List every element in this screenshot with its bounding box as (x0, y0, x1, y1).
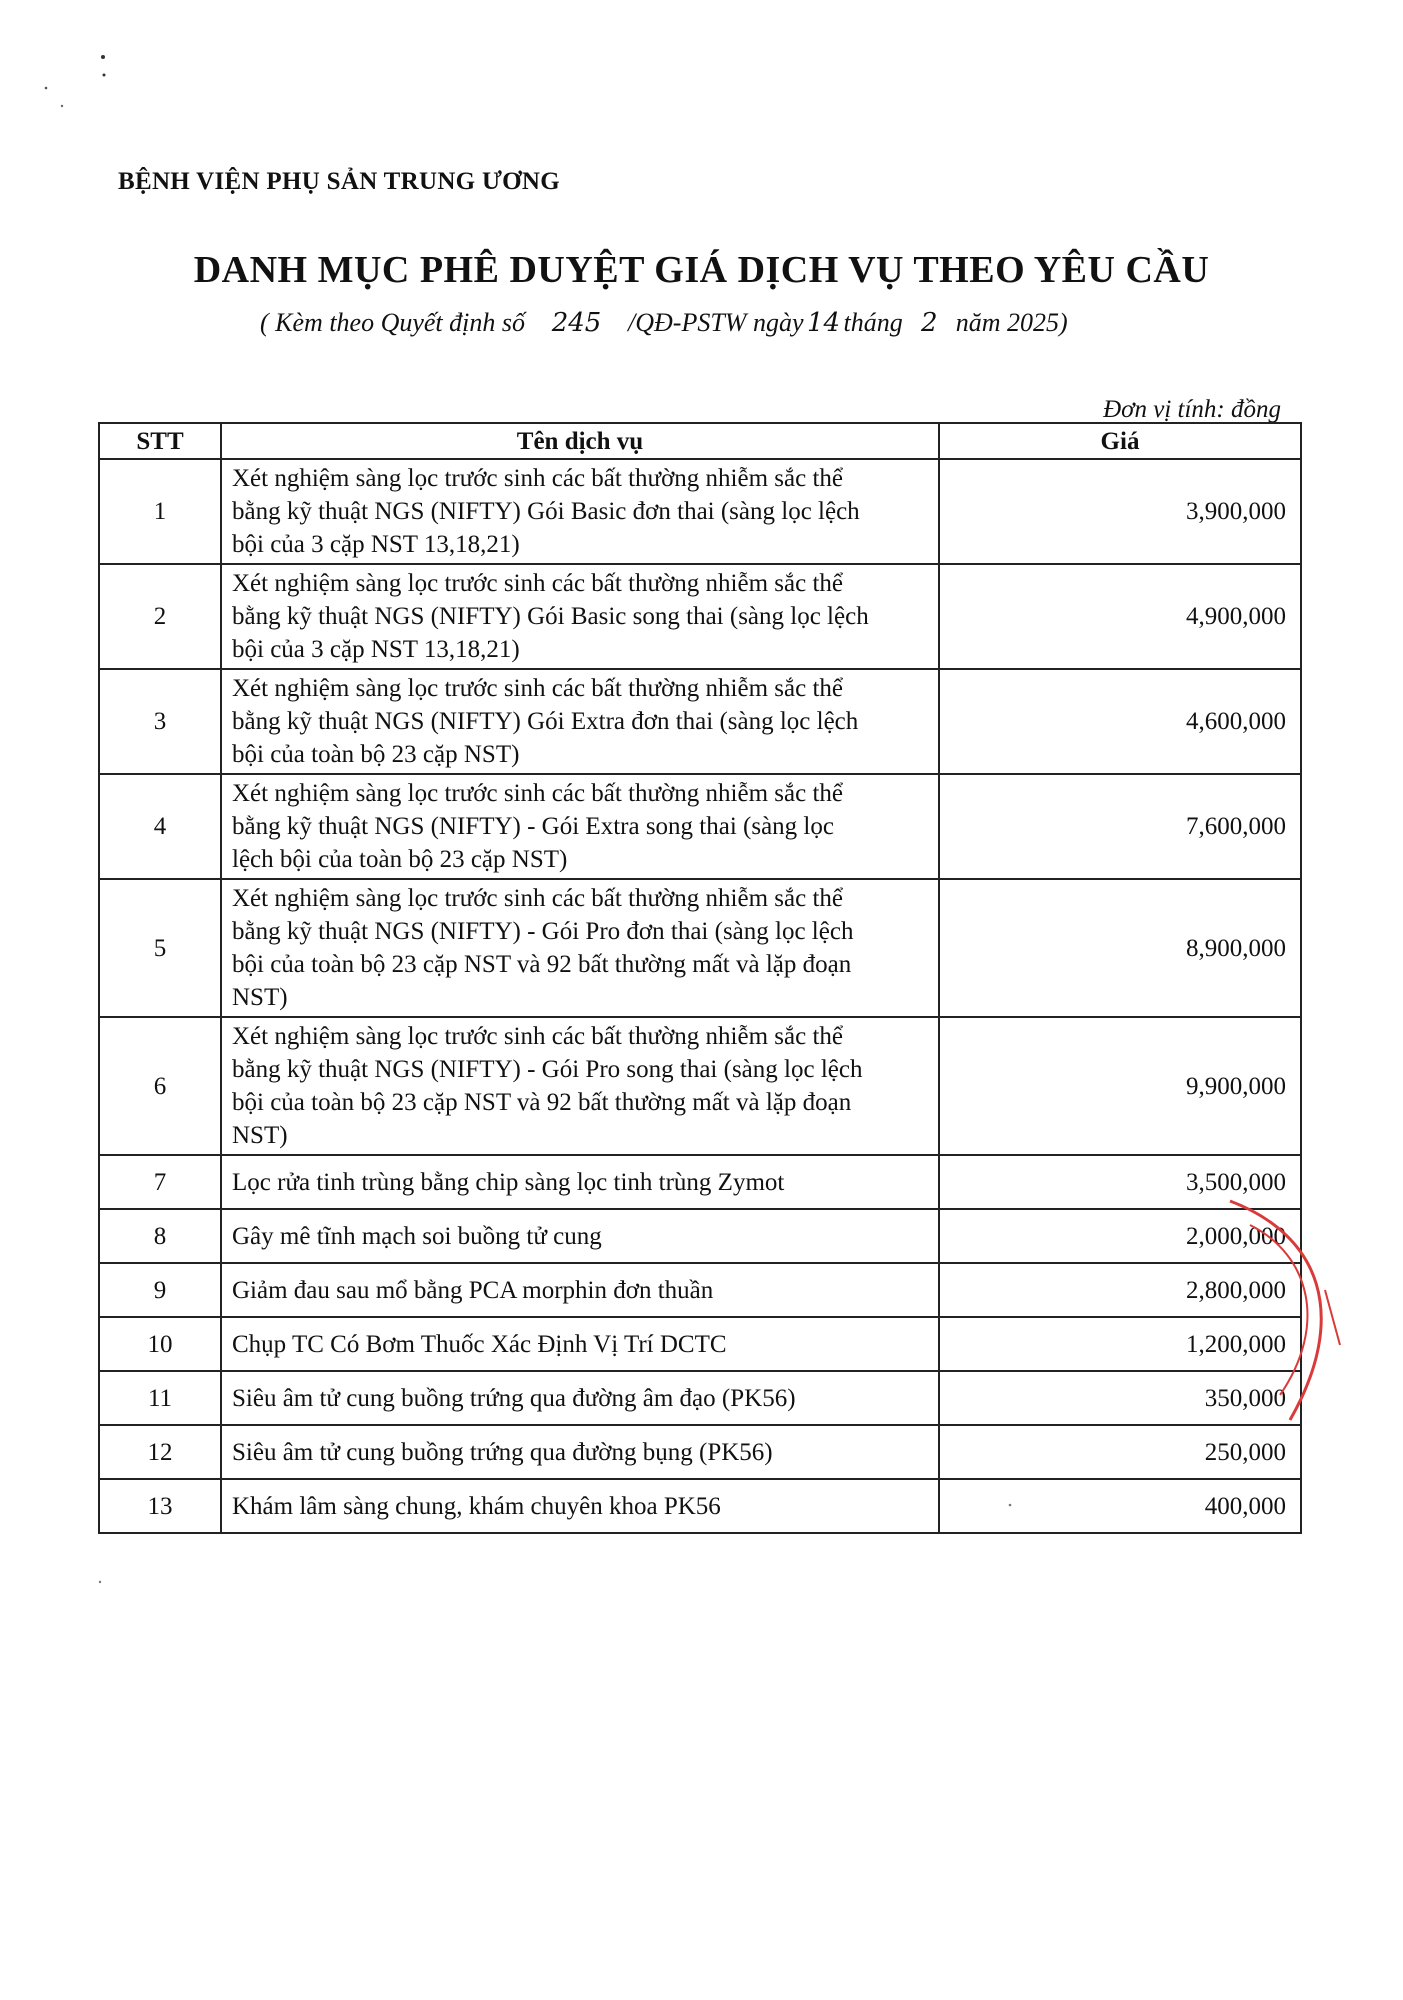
row-price: 2,800,000 (939, 1263, 1301, 1317)
row-price: 7,600,000 (939, 774, 1301, 879)
row-stt: 6 (99, 1017, 221, 1155)
row-stt: 10 (99, 1317, 221, 1371)
row-service-name (221, 459, 939, 564)
row-service-name (221, 564, 939, 669)
row-stt: 1 (99, 459, 221, 564)
row-stt: 11 (99, 1371, 221, 1425)
service-name-line: NST) (232, 984, 288, 1011)
service-name-line: Xét nghiệm sàng lọc trước sinh các bất thường nhiễm sắc thể (232, 780, 844, 807)
table-row (99, 1425, 1301, 1479)
table-row (99, 1017, 1301, 1155)
service-name-line: bằng kỹ thuật NGS (NIFTY) - Gói Pro đơn thai (sàng lọc lệch (232, 918, 854, 945)
document-title: DANH MỤC PHÊ DUYỆT GIÁ DỊCH VỤ THEO YÊU CẦU (193, 249, 1210, 291)
row-service-name (221, 1209, 939, 1263)
service-name-line: bằng kỹ thuật NGS (NIFTY) Gói Basic song thai (sàng lọc lệch (232, 603, 869, 630)
row-stt: 9 (99, 1263, 221, 1317)
service-name-line: bằng kỹ thuật NGS (NIFTY) - Gói Extra song thai (sàng lọc (232, 813, 834, 840)
service-name-line: Xét nghiệm sàng lọc trước sinh các bất thường nhiễm sắc thể (232, 675, 844, 702)
service-name-line: bội của 3 cặp NST 13,18,21) (232, 636, 520, 663)
service-name-line: bội của 3 cặp NST 13,18,21) (232, 531, 520, 558)
price-table (98, 422, 1302, 1534)
header-price: Giá (939, 423, 1301, 459)
row-price: 250,000 (939, 1425, 1301, 1479)
row-stt: 8 (99, 1209, 221, 1263)
row-price: 9,900,000 (939, 1017, 1301, 1155)
subtitle-prefix: ( Kèm theo Quyết định số (260, 308, 526, 337)
document-subtitle (260, 308, 1068, 338)
row-stt: 13 (99, 1479, 221, 1533)
organization-name: BỆNH VIỆN PHỤ SẢN TRUNG ƯƠNG (118, 168, 561, 195)
currency-unit-note: Đơn vị tính: đồng (1103, 396, 1281, 423)
row-price: 1,200,000 (939, 1317, 1301, 1371)
header-stt: STT (99, 423, 221, 459)
service-name-line: bằng kỹ thuật NGS (NIFTY) - Gói Pro song thai (sàng lọc lệch (232, 1056, 863, 1083)
table-row (99, 879, 1301, 1017)
service-name-line: bội của toàn bộ 23 cặp NST và 92 bất thường mất và lặp đoạn (232, 1089, 852, 1116)
service-name-line: Khám lâm sàng chung, khám chuyên khoa PK56 (232, 1492, 721, 1520)
row-price: 3,500,000 (939, 1155, 1301, 1209)
row-service-name (221, 1371, 939, 1425)
table-row (99, 564, 1301, 669)
service-name-line: bằng kỹ thuật NGS (NIFTY) Gói Extra đơn thai (sàng lọc lệch (232, 708, 859, 735)
row-stt: 4 (99, 774, 221, 879)
table-row (99, 774, 1301, 879)
service-name-line: Siêu âm tử cung buồng trứng qua đường bụng (PK56) (232, 1438, 773, 1466)
row-stt: 5 (99, 879, 221, 1017)
service-name-line: lệch bội của toàn bộ 23 cặp NST) (232, 846, 568, 873)
table-row (99, 1209, 1301, 1263)
table-row (99, 1371, 1301, 1425)
service-name-line: bội của toàn bộ 23 cặp NST và 92 bất thường mất và lặp đoạn (232, 951, 852, 978)
row-stt: 7 (99, 1155, 221, 1209)
service-name-line: Xét nghiệm sàng lọc trước sinh các bất thường nhiễm sắc thể (232, 465, 844, 492)
row-stt: 3 (99, 669, 221, 774)
service-name-line: Xét nghiệm sàng lọc trước sinh các bất thường nhiễm sắc thể (232, 1023, 844, 1050)
year-text: năm 2025) (955, 308, 1068, 337)
handwritten-month: 2 (920, 308, 938, 338)
table-row (99, 459, 1301, 564)
table-row (99, 1155, 1301, 1209)
header-service-name: Tên dịch vụ (221, 423, 939, 459)
service-name-line: Xét nghiệm sàng lọc trước sinh các bất thường nhiễm sắc thể (232, 885, 844, 912)
row-price: 2,000,000 (939, 1209, 1301, 1263)
service-name-line: Siêu âm tử cung buồng trứng qua đường âm đạo (PK56) (232, 1384, 796, 1412)
table-row (99, 1317, 1301, 1371)
row-service-name (221, 879, 939, 1017)
service-name-line: Gây mê tĩnh mạch soi buồng tử cung (232, 1222, 602, 1250)
handwritten-decision-number: 245 (551, 308, 602, 338)
service-name-line: Chụp TC Có Bơm Thuốc Xác Định Vị Trí DCTC (232, 1330, 727, 1358)
table-header-row (99, 423, 1301, 459)
row-price: 3,900,000 (939, 459, 1301, 564)
service-name-line: Lọc rửa tinh trùng bằng chip sàng lọc tinh trùng Zymot (232, 1168, 785, 1196)
service-name-line: Xét nghiệm sàng lọc trước sinh các bất thường nhiễm sắc thể (232, 570, 844, 597)
service-name-line: Giảm đau sau mổ bằng PCA morphin đơn thuần (232, 1276, 714, 1304)
row-service-name (221, 669, 939, 774)
subtitle-mid: /QĐ-PSTW ngày (628, 308, 804, 337)
row-service-name (221, 1317, 939, 1371)
row-price: 400,000 (939, 1479, 1301, 1533)
row-service-name (221, 1425, 939, 1479)
row-price: 350,000 (939, 1371, 1301, 1425)
month-label: tháng (843, 308, 903, 337)
table-row (99, 1479, 1301, 1533)
row-service-name (221, 1155, 939, 1209)
row-price: 8,900,000 (939, 879, 1301, 1017)
service-name-line: bằng kỹ thuật NGS (NIFTY) Gói Basic đơn thai (sàng lọc lệch (232, 498, 860, 525)
table-row (99, 1263, 1301, 1317)
row-price: 4,900,000 (939, 564, 1301, 669)
row-stt: 2 (99, 564, 221, 669)
row-service-name (221, 1017, 939, 1155)
handwritten-day: 14 (806, 308, 841, 338)
service-name-line: NST) (232, 1122, 288, 1149)
row-service-name (221, 1263, 939, 1317)
row-service-name (221, 1479, 939, 1533)
row-price: 4,600,000 (939, 669, 1301, 774)
row-service-name (221, 774, 939, 879)
table-row (99, 669, 1301, 774)
row-stt: 12 (99, 1425, 221, 1479)
service-name-line: bội của toàn bộ 23 cặp NST) (232, 741, 520, 768)
table-body (99, 459, 1301, 1533)
